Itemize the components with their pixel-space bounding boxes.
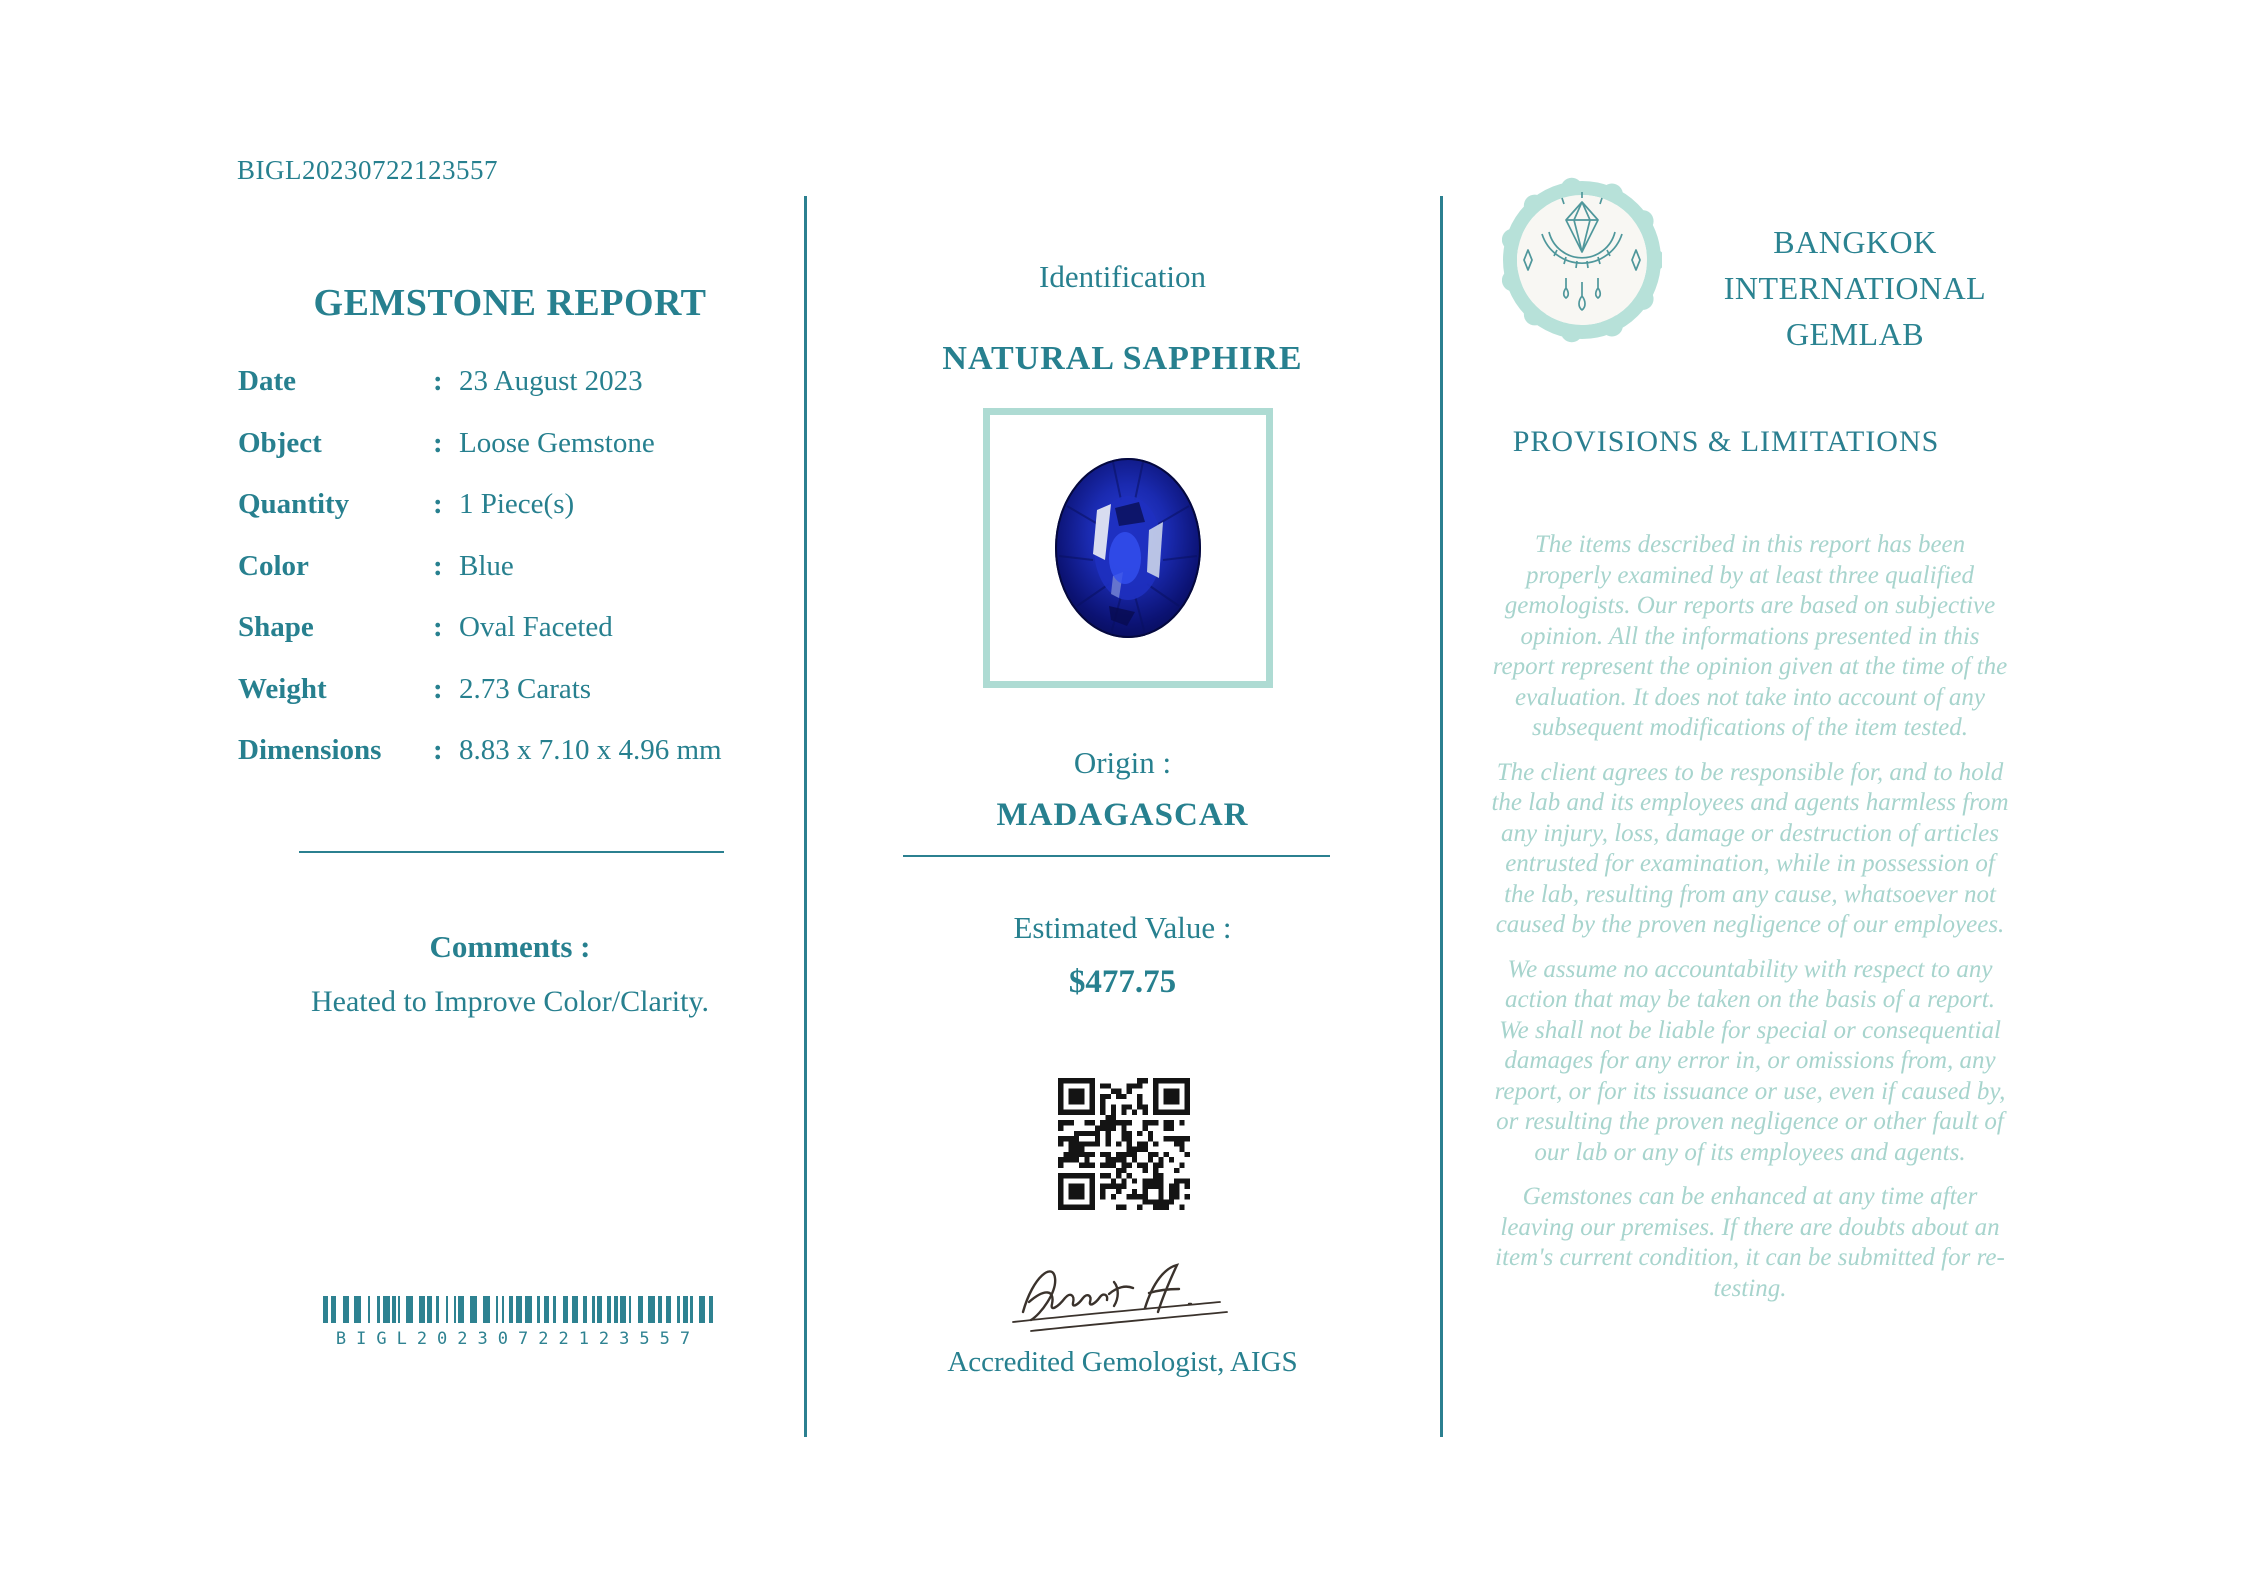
comments-label: Comments : (429, 929, 591, 964)
provisions-paragraph: The client agrees to be responsible for, and to hold the lab and its employees and agents harmless from any injury, loss, damage or destruction of articles entrusted for examination, while in possession of the lab, resulting from any cause, whatsoever not caused by the proven negligence of our employees. (1491, 758, 2009, 938)
provisions-paragraph: Gemstones can be enhanced at any time after leaving our premises. If there are doubts about an item's current condition, it can be submitted for re-testing. (1495, 1183, 2005, 1302)
field-label: Object (238, 426, 322, 459)
gem-photo-frame (983, 408, 1273, 688)
lab-name-line: BANGKOK (1773, 224, 1937, 260)
field-label: Dimensions (238, 734, 382, 767)
field-label: Date (238, 365, 296, 398)
provisions-paragraph: We assume no accountability with respect to any action that may be taken on the basis of a report. We shall not be liable for special or consequential damages for any error in, or omissions from, any report, or for its issuance or use, even if caused by, or resulting the proven negligence or other fault of our lab or any of its employees and agents. (1494, 955, 2006, 1166)
field-colon: : (433, 365, 443, 398)
gem-photo (1053, 456, 1203, 640)
origin-label: Origin : (1073, 745, 1172, 780)
provisions-paragraphs (1490, 530, 2010, 1318)
report-field-row (238, 474, 790, 536)
field-colon: : (433, 488, 443, 521)
lab-name-line: GEMLAB (1785, 316, 1925, 352)
report-section (230, 0, 790, 1589)
report-number: BIGL20230722123557 (237, 155, 498, 185)
field-value: 2.73 Carats (459, 672, 592, 705)
lab-name-line: INTERNATIONAL (1723, 270, 1987, 306)
report-title: GEMSTONE REPORT (313, 282, 707, 324)
value-divider (903, 855, 1330, 857)
barcode-text: BIGL20230722123557 (335, 1329, 701, 1349)
report-field-row (238, 597, 790, 659)
barcode-bars-icon (323, 1296, 713, 1323)
field-colon: : (433, 672, 443, 705)
report-field-row (238, 720, 790, 782)
lab-name (1690, 219, 2020, 357)
field-label: Quantity (238, 488, 350, 521)
signature (995, 1246, 1245, 1346)
barcode (323, 1296, 713, 1349)
field-value: 23 August 2023 (459, 365, 643, 398)
identification-value: NATURAL SAPPHIRE (942, 340, 1303, 377)
comments-text: Heated to Improve Color/Clarity. (311, 985, 709, 1018)
estimated-value: $477.75 (1068, 964, 1177, 1000)
field-label: Color (238, 549, 309, 582)
origin-value: MADAGASCAR (996, 797, 1249, 833)
field-colon: : (433, 611, 443, 644)
field-value: Loose Gemstone (459, 426, 655, 459)
field-label: Weight (238, 672, 327, 705)
identification-section (805, 0, 1440, 1589)
estimated-value-label: Estimated Value : (1013, 910, 1232, 945)
field-value: 8.83 x 7.10 x 4.96 mm (459, 734, 722, 767)
field-colon: : (433, 426, 443, 459)
field-value: 1 Piece(s) (459, 488, 575, 521)
report-field-row (238, 536, 790, 598)
field-value: Oval Faceted (459, 611, 613, 644)
identification-label: Identification (1039, 259, 1206, 294)
report-fields (230, 351, 790, 782)
report-field-row (238, 351, 790, 413)
lab-section (1441, 0, 2247, 1589)
report-field-row (238, 659, 790, 721)
qr-code-icon (1058, 1078, 1190, 1210)
provisions-paragraph: The items described in this report has been properly examined by at least three qualified gemologists. Our reports are based on subjective opinion. All the informations presented in this report represent the opinion given at the time of the evaluation. It does not take into account of any subsequent modifications of the item tested. (1492, 531, 2008, 741)
field-colon: : (433, 734, 443, 767)
field-value: Blue (459, 549, 514, 582)
lab-logo-badge-icon (1502, 172, 1662, 350)
signer-title: Accredited Gemologist, AIGS (947, 1346, 1298, 1378)
comments-divider (299, 851, 724, 853)
field-label: Shape (238, 611, 314, 644)
provisions-title: PROVISIONS & LIMITATIONS (1512, 425, 1940, 458)
qr-code (1058, 1078, 1190, 1210)
field-colon: : (433, 549, 443, 582)
report-field-row (238, 413, 790, 475)
